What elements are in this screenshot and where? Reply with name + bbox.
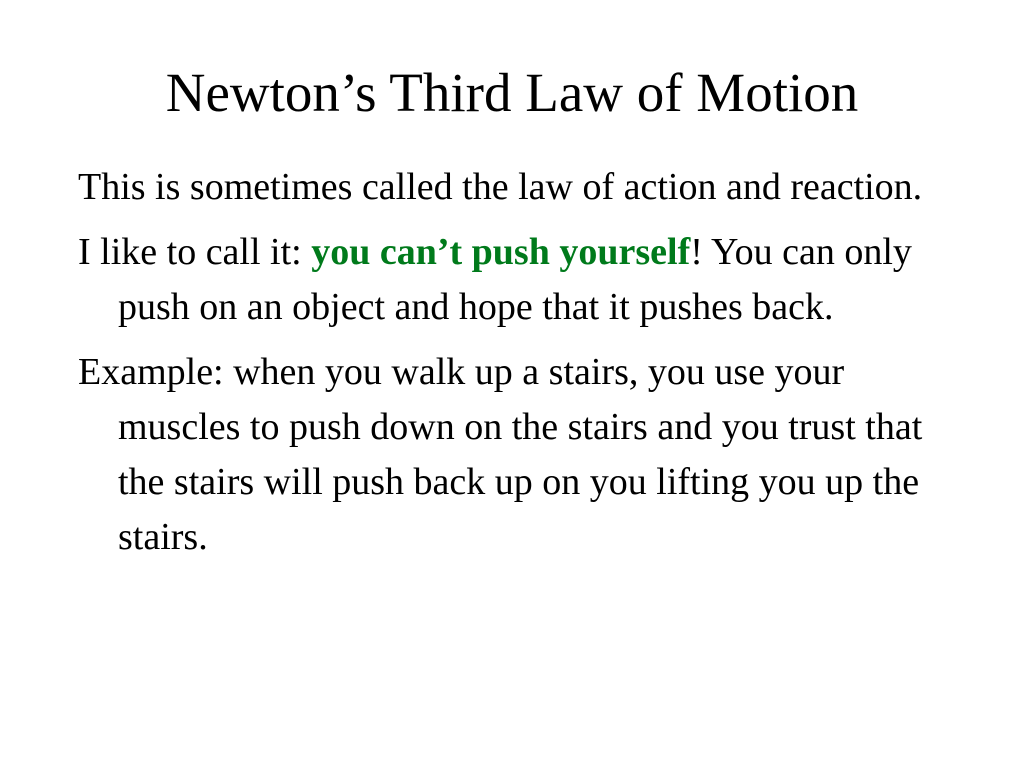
highlight-phrase: you can’t push yourself	[311, 231, 691, 273]
slide-title: Newton’s Third Law of Motion	[165, 62, 859, 123]
paragraph-law-of-action-reaction	[78, 160, 948, 215]
paragraph-text: Example: when you walk up a stairs, you use your muscles to push down on the stairs and you trust that the stairs will push back up on you lifting you up the stairs.	[78, 351, 923, 558]
slide-body	[78, 160, 948, 575]
paragraph-text: This is sometimes called the law of action and reaction.	[78, 166, 923, 208]
paragraph-stairs-example	[78, 345, 948, 565]
paragraph-continuation: ! You can only push on an object and hope that it pushes back.	[118, 231, 912, 328]
paragraph-push-yourself	[78, 225, 948, 335]
paragraph-lead-in: I like to call it:	[78, 231, 312, 273]
